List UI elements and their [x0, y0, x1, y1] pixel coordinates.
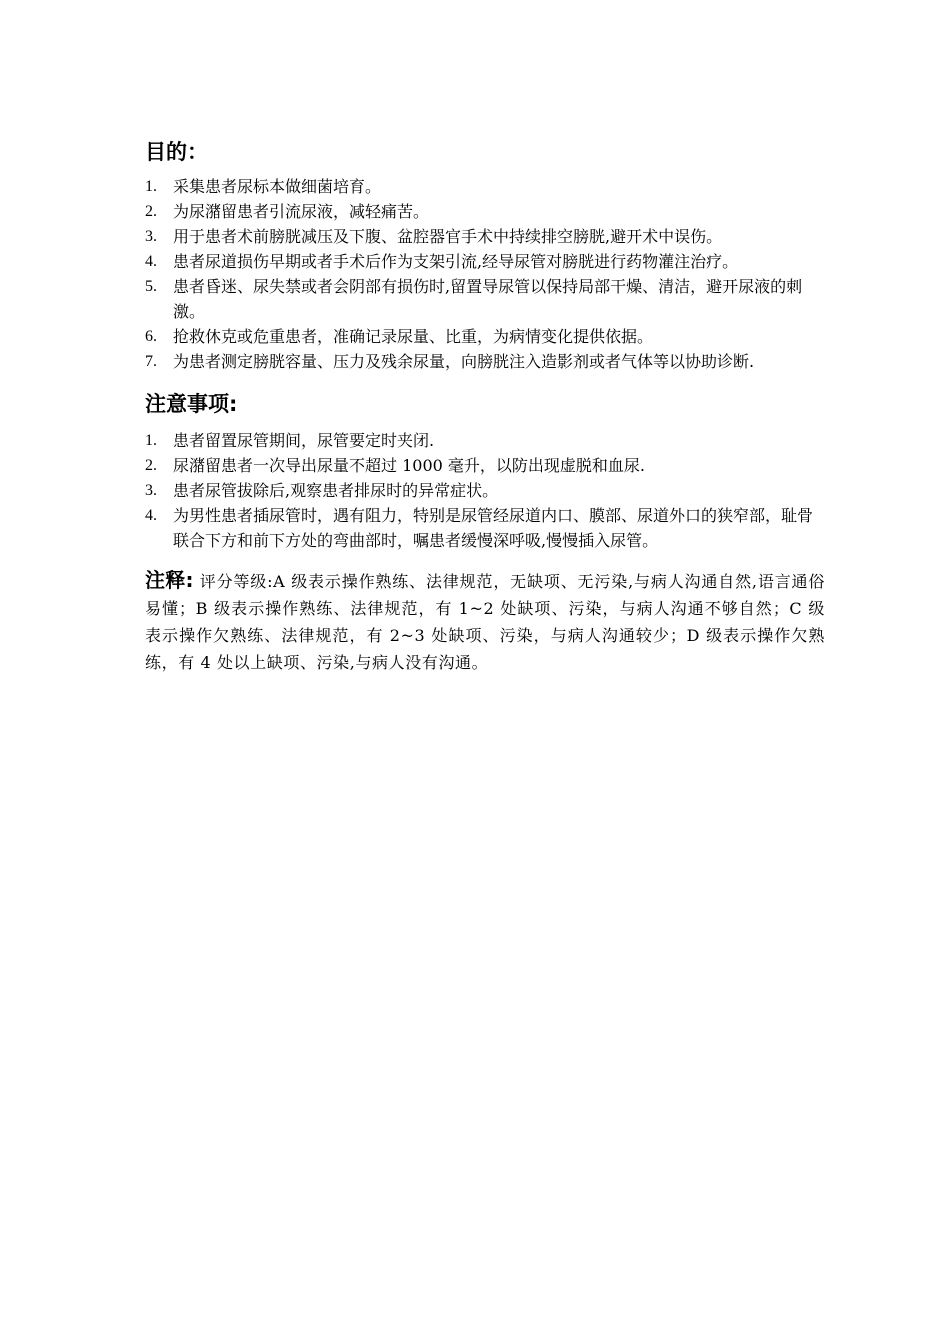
item-text: 尿潴留患者一次导出尿量不超过 1000 毫升，以防出现虚脱和血尿.	[173, 456, 645, 475]
item-text: 患者尿道损伤早期或者手术后作为支架引流,经导尿管对膀胱进行药物灌注治疗。	[173, 252, 739, 271]
item-number: 7.	[145, 353, 157, 370]
purpose-heading: 目的：	[145, 140, 208, 164]
item-number: 2.	[145, 203, 157, 220]
item-number: 3.	[145, 482, 157, 499]
item-number: 3.	[145, 228, 157, 245]
item-number: 5.	[145, 278, 157, 295]
item-text: 为尿潴留患者引流尿液，减轻痛苦。	[173, 202, 430, 221]
notes-list	[145, 428, 825, 553]
list-item	[145, 174, 825, 199]
item-text: 抢救休克或危重患者，准确记录尿量、比重，为病情变化提供依据。	[173, 327, 654, 346]
remark-label: 注释:	[145, 568, 194, 592]
remark-text: 评分等级:A 级表示操作熟练、法律规范，无缺项、无污染,与病人沟通自然,语言通俗易懂；B 级表示操作熟练、法律规范，有 1~2 处缺项、污染，与病人沟通不够自然；C 级表示操作欠熟练、法律规范，有 2~3 处缺项、污染，与病人沟通较少；D 级表示操作欠熟练，有 4 处以上缺项、污染,与病人没有沟通。	[145, 572, 825, 672]
list-item	[145, 349, 825, 374]
item-number: 6.	[145, 328, 157, 345]
item-text: 为患者测定膀胱容量、压力及残余尿量，向膀胱注入造影剂或者气体等以协助诊断.	[173, 352, 755, 371]
purpose-list	[145, 174, 825, 374]
list-item	[145, 274, 825, 324]
item-text: 患者昏迷、尿失禁或者会阴部有损伤时,留置导尿管以保持局部干燥、清洁，避开尿液的刺激。	[173, 277, 803, 321]
item-text: 采集患者尿标本做细菌培育。	[173, 177, 382, 196]
list-item	[145, 478, 825, 503]
item-number: 1.	[145, 432, 157, 449]
list-item	[145, 453, 825, 478]
item-text: 为男性患者插尿管时，遇有阻力，特别是尿管经尿道内口、膜部、尿道外口的狭窄部，耻骨联合下方和前下方处的弯曲部时，嘱患者缓慢深呼吸,慢慢插入尿管。	[173, 506, 814, 550]
list-item	[145, 199, 825, 224]
item-text: 用于患者术前膀胱减压及下腹、盆腔器官手术中持续排空膀胱,避开术中误伤。	[173, 227, 723, 246]
item-number: 1.	[145, 178, 157, 195]
item-number: 4.	[145, 253, 157, 270]
list-item	[145, 428, 825, 453]
list-item	[145, 503, 825, 553]
item-number: 2.	[145, 457, 157, 474]
item-number: 4.	[145, 507, 157, 524]
list-item	[145, 249, 825, 274]
document-page	[145, 136, 825, 692]
notes-heading: 注意事项:	[145, 392, 238, 416]
item-text: 患者留置尿管期间，尿管要定时夹闭.	[173, 431, 435, 450]
item-text: 患者尿管拔除后,观察患者排尿时的异常症状。	[173, 481, 499, 500]
list-item	[145, 324, 825, 349]
remark-paragraph	[145, 567, 825, 676]
list-item	[145, 224, 825, 249]
